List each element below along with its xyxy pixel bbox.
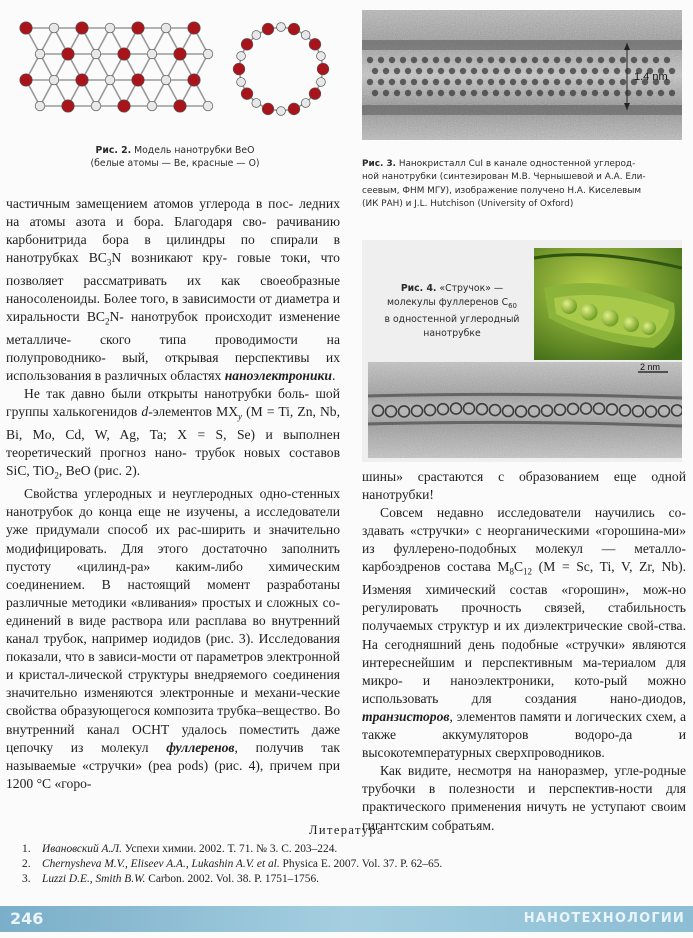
beryllium-atom <box>49 75 59 85</box>
lattice-spot <box>532 57 538 63</box>
lattice-spot <box>400 79 406 85</box>
lattice-spot <box>471 68 477 74</box>
figure-2-caption <box>40 144 310 170</box>
oxygen-atom <box>118 100 130 112</box>
reference-item: 3. Luzzi D.E., Smith B.W. Carbon. 2002. Vol. 38. P. 1751–1756. <box>22 873 319 886</box>
oxygen-atom <box>132 22 144 34</box>
beryllium-atom <box>35 101 45 111</box>
lattice-spot <box>515 68 521 74</box>
lattice-spot <box>438 68 444 74</box>
beryllium-atom <box>237 52 246 61</box>
oxygen-atom <box>288 103 300 115</box>
oxygen-atom <box>62 48 74 60</box>
lattice-spot <box>587 79 593 85</box>
lattice-spot <box>504 68 510 74</box>
oxygen-atom <box>262 23 274 35</box>
lattice-spot <box>576 79 582 85</box>
lattice-spot <box>455 79 461 85</box>
oxygen-atom <box>262 103 274 115</box>
lattice-spot <box>609 79 615 85</box>
lattice-spot <box>559 90 565 96</box>
lattice-spot <box>570 68 576 74</box>
lattice-spot <box>460 68 466 74</box>
figure-3-label: Рис. 3. <box>362 159 396 169</box>
oxygen-atom <box>188 22 200 34</box>
lattice-spot <box>658 90 664 96</box>
oxygen-atom <box>309 39 321 51</box>
lattice-spot <box>669 90 675 96</box>
lattice-spot <box>510 79 516 85</box>
lattice-spot <box>625 68 631 74</box>
pea-4 <box>623 316 639 332</box>
right-paragraph-3: Как видите, несмотря на наноразмер, угле-родные трубочки в полезности и перспектив-ности для практического применения ничуть не уступают своим гигантским собратьям. <box>362 763 686 833</box>
oxygen-atom <box>317 63 329 75</box>
lattice-spot <box>554 79 560 85</box>
lattice-spot <box>444 57 450 63</box>
references-title: Литература <box>309 823 384 837</box>
lattice-spot <box>499 79 505 85</box>
lattice-spot <box>581 90 587 96</box>
lattice-spot <box>493 68 499 74</box>
beryllium-atom <box>277 107 286 116</box>
lattice-spot <box>636 90 642 96</box>
lattice-spot <box>664 57 670 63</box>
figure-4-caption-line-2: молекулы фуллеренов C <box>386 296 509 308</box>
figure-2-title: Модель нанотрубки BeO <box>131 145 255 156</box>
lattice-spot <box>444 79 450 85</box>
lattice-spot <box>389 57 395 63</box>
figure-4-caption-line-1: «Стручок» — <box>436 283 504 294</box>
figure-3-caption-line-4: (ИК РАН) и J.L. Hutchison (University of Oxford) <box>362 199 574 210</box>
beryllium-atom <box>147 49 157 59</box>
lattice-spot <box>526 90 532 96</box>
figure-3-caption-line-1: Нанокристалл CuI в канале одностенной углерод- <box>396 159 636 169</box>
oxygen-atom <box>174 100 186 112</box>
lattice-spot <box>389 79 395 85</box>
lattice-spot <box>367 79 373 85</box>
figure-3-caption-line-2: ной нанотрубки (синтезирован М.В. Чернышевой и А.А. Ели- <box>362 172 646 183</box>
lattice-spot <box>504 90 510 96</box>
beryllium-atom <box>317 52 326 61</box>
beryllium-atom <box>252 99 261 108</box>
lattice-spot <box>422 79 428 85</box>
lattice-spot <box>614 90 620 96</box>
left-paragraph-2: Не так давно были открыты нанотрубки боль- шой группы халькогенидов d-элементов $MX_y$ (M = Ti, Zn, Nb, Bi, Mo, Cd, W, Ag, Ta; X = S, Se) и выполнен теоретический прогноз нано- трубок новых составов SiC, TiO$_2$, BeO (рис. 2). <box>6 386 341 482</box>
beryllium-atom <box>35 49 45 59</box>
lattice-spot <box>449 68 455 74</box>
lattice-spot <box>367 57 373 63</box>
lattice-spot <box>559 68 565 74</box>
figure-4-scale-label: 2 nm <box>640 362 661 372</box>
lattice-spot <box>625 90 631 96</box>
beryllium-atom <box>237 78 246 87</box>
lattice-spot <box>526 68 532 74</box>
lattice-spot <box>433 57 439 63</box>
beryllium-atom <box>91 49 101 59</box>
left-column <box>6 195 340 793</box>
lattice-spot <box>427 68 433 74</box>
lattice-spot <box>411 57 417 63</box>
references-list <box>22 842 662 888</box>
figure-2-label: Рис. 2. <box>95 145 132 156</box>
lattice-spot <box>592 68 598 74</box>
lattice-spot <box>416 68 422 74</box>
oxygen-atom <box>174 48 186 60</box>
lattice-spot <box>372 68 378 74</box>
figure-2-legend: (белые атомы — Be, красные — O) <box>90 158 260 169</box>
lattice-spot <box>416 90 422 96</box>
lattice-spot <box>460 90 466 96</box>
lattice-spot <box>383 68 389 74</box>
right-column <box>362 468 686 835</box>
oxygen-atom <box>118 48 130 60</box>
oxygen-atom <box>132 74 144 86</box>
beryllium-atom <box>203 101 213 111</box>
beryllium-atom <box>203 49 213 59</box>
figure-4-label: Рис. 4. <box>400 283 437 294</box>
page-number: 246 <box>10 909 44 928</box>
beryllium-atom <box>147 101 157 111</box>
lattice-spot <box>521 57 527 63</box>
page-footer-bar <box>0 906 693 932</box>
beryllium-atom <box>49 23 59 33</box>
beryllium-atom <box>277 23 286 32</box>
pea-2 <box>581 304 598 321</box>
figure-4-tem-image <box>368 362 682 458</box>
lattice-spot <box>565 79 571 85</box>
beryllium-atom <box>301 31 310 40</box>
pea-3 <box>602 310 619 327</box>
oxygen-atom <box>62 100 74 112</box>
beryllium-atom <box>252 31 261 40</box>
oxygen-atom <box>20 22 32 34</box>
lattice-spot <box>405 90 411 96</box>
lattice-spot <box>532 79 538 85</box>
lattice-spot <box>587 57 593 63</box>
lattice-spot <box>482 90 488 96</box>
lattice-spot <box>394 68 400 74</box>
oxygen-atom <box>76 22 88 34</box>
lattice-spot <box>620 79 626 85</box>
lattice-spot <box>405 68 411 74</box>
figure-4-c60-sub: 60 <box>508 301 517 310</box>
lattice-spot <box>427 90 433 96</box>
figure-3-cui-tem-image <box>362 10 682 140</box>
beryllium-atom <box>91 101 101 111</box>
lattice-spot <box>488 79 494 85</box>
beryllium-atom <box>105 23 115 33</box>
lattice-spot <box>378 57 384 63</box>
lattice-spot <box>383 90 389 96</box>
lattice-spot <box>620 57 626 63</box>
oxygen-atom <box>288 23 300 35</box>
lattice-spot <box>603 90 609 96</box>
oxygen-atom <box>233 63 245 75</box>
lattice-spot <box>631 57 637 63</box>
lattice-spot <box>372 90 378 96</box>
lattice-spot <box>543 79 549 85</box>
beryllium-atom <box>161 75 171 85</box>
oxygen-atom <box>241 39 253 51</box>
figure-3-scale-label: 1.4 nm <box>634 71 668 83</box>
oxygen-atom <box>76 74 88 86</box>
lattice-spot <box>510 57 516 63</box>
oxygen-atom <box>20 74 32 86</box>
figure-3-caption-line-3: сеевым, ФНМ МГУ), изображение получено Н.А. Киселевым <box>362 185 642 196</box>
lattice-spot <box>521 79 527 85</box>
left-paragraph-3: Свойства углеродных и неуглеродных одно-стенных нанотрубок до конца еще не изучены, а исследователи уже придумали способ их рас-ширить и значительно модифицировать. Для этого достаточно заполнить пустоту «цилинд-ра» каким-либо химическим соединением. В настоящий момент разработаны различные методики «вливания» простых и сложных со-единений в виде раствора или расплава во внутренний канал трубок, например иодидов (рис. 3). Исследования показали, что в зависи-мости от параметров электронной и кристал-лической структуры внедряемого соединения значительно изменяются электронные и механи-ческие свойства образующегося композита трубка–вещество. Во внутренний канал ОСНТ удалось поместить даже цепочку из молекул фуллеренов, получив так называемые «стручки» (pea pods) (рис. 4), причем при 1200 °С «горо- <box>6 486 340 791</box>
lattice-spot <box>488 57 494 63</box>
figure-4-caption-line-4: нанотрубке <box>423 327 481 339</box>
lattice-spot <box>466 57 472 63</box>
lattice-spot <box>570 90 576 96</box>
lattice-spot <box>603 68 609 74</box>
term-nanoelectronics: наноэлектроники <box>224 368 332 384</box>
lattice-spot <box>543 57 549 63</box>
lattice-spot <box>394 90 400 96</box>
lattice-spot <box>537 68 543 74</box>
reference-item: 2. Chernysheva M.V., Eliseev A.A., Lukashin A.V. et al. Physica E. 2007. Vol. 37. P. 62–65. <box>22 858 443 871</box>
right-paragraph-2: Совсем недавно исследователи научились со-здавать «стручки» с неорганическими «горошина-ми» из фуллерено-подобных молекул — металло-карбоэдренов состава $M_8C_{12}$ (M = Sc, Ti, V, Zr, Nb). Изменяя химический состав «горошин», мож-но регулировать прочность связей, стабильность получаемых структур и их диэлектрические свой-ства. На сегодняшний день подобные «стручки» являются интереснейшим и перспективным ма-териалом для микро- и наноэлектроники, кото-рый можно использовать для создания нано-диодов, транзисторов, элементов памяти и логических схем, а также аккумуляторов водоро-да и высокотемпературных сверхпроводников. <box>362 505 686 761</box>
figure-2-beo-model <box>14 14 344 124</box>
lattice-spot <box>455 57 461 63</box>
lattice-spot <box>581 68 587 74</box>
lattice-spot <box>548 90 554 96</box>
term-transistors: транзисторов <box>362 708 450 724</box>
oxygen-atom <box>241 88 253 100</box>
lattice-spot <box>609 57 615 63</box>
lattice-spot <box>576 57 582 63</box>
figure-4-caption-line-3: в одностенной углеродный <box>384 314 520 326</box>
lattice-spot <box>515 90 521 96</box>
lattice-spot <box>482 68 488 74</box>
lattice-spot <box>537 90 543 96</box>
lattice-spot <box>554 57 560 63</box>
beryllium-atom <box>105 75 115 85</box>
right-paragraph-1: шины» срастаются с образованием еще одной нанотрубки! <box>362 469 686 503</box>
lattice-spot <box>614 68 620 74</box>
lattice-spot <box>598 57 604 63</box>
oxygen-atom <box>309 88 321 100</box>
lattice-spot <box>477 57 483 63</box>
lattice-spot <box>433 79 439 85</box>
lattice-spot <box>438 90 444 96</box>
lattice-spot <box>669 68 675 74</box>
lattice-spot <box>422 57 428 63</box>
beryllium-atom <box>317 78 326 87</box>
lattice-spot <box>378 79 384 85</box>
figure-4-caption <box>368 282 536 340</box>
lattice-spot <box>653 57 659 63</box>
oxygen-atom <box>188 74 200 86</box>
figure-4-pea-pod-photo <box>534 248 682 360</box>
figure-3-caption <box>362 158 687 212</box>
lattice-spot <box>548 68 554 74</box>
left-paragraph-1: частичным замещением атомов углерода в пос- ледних на атомы азота и бора. Благодаря сво- рачиванию карбонитрида бора в цилиндры по спирали в нанотрубках $BC_3N$ возникают кру- говые токи, что позволяет рассматривать их как своеобразные наносоленоиды. Более того, в зависимости от диаметра и хиральности $BC_2N-$ нанотрубок происходит изменение металличе- ского типа проводимости на полупроводнико- вый, открывая перспективы их использования в различных областях наноэлектроники. <box>6 196 341 384</box>
beryllium-atom <box>161 23 171 33</box>
lattice-spot <box>493 90 499 96</box>
lattice-spot <box>647 90 653 96</box>
pea-5 <box>642 321 656 335</box>
pea-1 <box>561 298 577 314</box>
term-fullerenes: фуллеренов <box>166 739 235 755</box>
journal-name: НАНОТЕХНОЛОГИИ <box>523 911 685 926</box>
lattice-spot <box>598 79 604 85</box>
lattice-spot <box>565 57 571 63</box>
lattice-spot <box>400 57 406 63</box>
lattice-spot <box>449 90 455 96</box>
reference-item: 1. Ивановский А.Л. Успехи химии. 2002. Т. 71. № 3. С. 203–224. <box>22 843 338 855</box>
lattice-spot <box>466 79 472 85</box>
beryllium-atom <box>301 99 310 108</box>
lattice-spot <box>642 57 648 63</box>
lattice-spot <box>471 90 477 96</box>
lattice-spot <box>477 79 483 85</box>
lattice-spot <box>499 57 505 63</box>
lattice-spot <box>592 90 598 96</box>
lattice-spot <box>411 79 417 85</box>
